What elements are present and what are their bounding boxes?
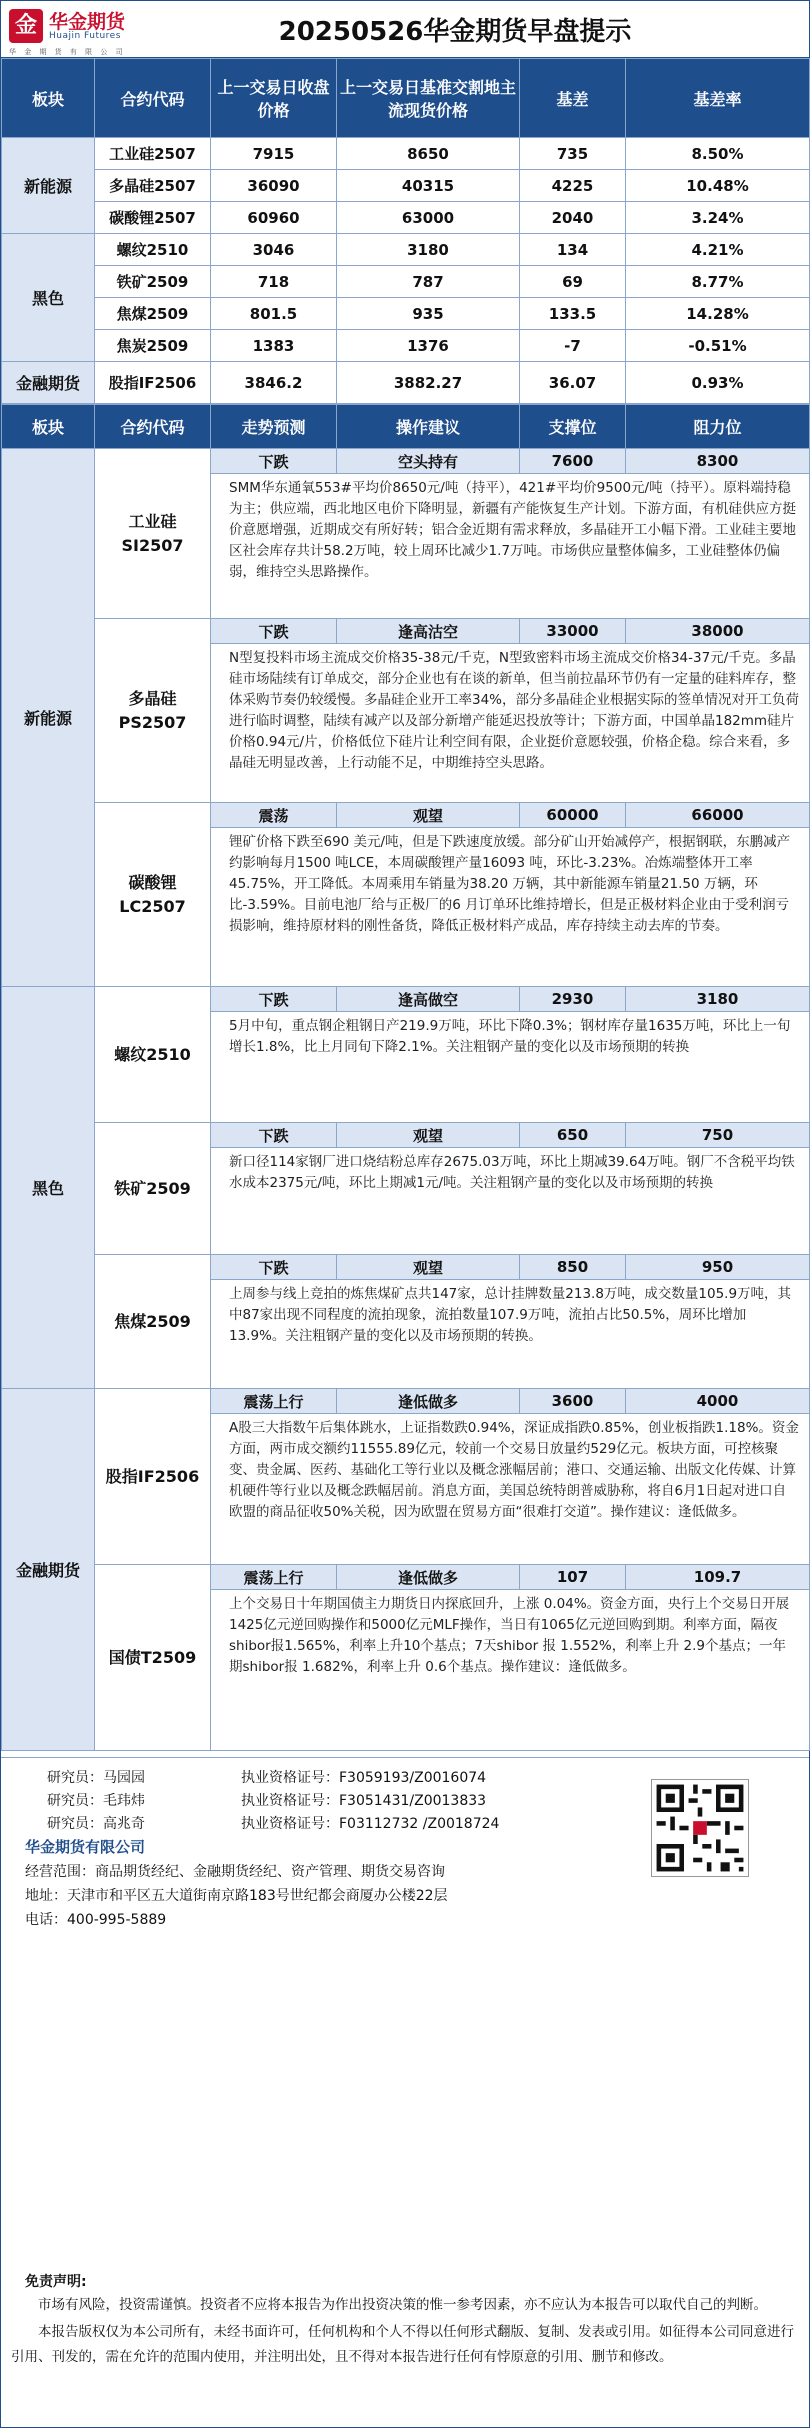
value-cell: 1383 bbox=[211, 330, 337, 362]
table-row bbox=[2, 202, 810, 234]
trend-cell: 下跌 bbox=[211, 1255, 337, 1280]
value-cell: 0.93% bbox=[626, 362, 810, 404]
support-cell: 850 bbox=[520, 1255, 626, 1280]
value-cell: 718 bbox=[211, 266, 337, 298]
trend-cell: 下跌 bbox=[211, 619, 337, 644]
analyst-cert: 执业资格证号：F03112732 /Z0018724 bbox=[241, 1816, 500, 1832]
disclaimer-title: 免责声明: bbox=[25, 2274, 87, 2290]
trend-cell: 下跌 bbox=[211, 1123, 337, 1148]
trend-cell: 震荡 bbox=[211, 803, 337, 828]
contract-code-cell: 焦炭2509 bbox=[95, 330, 211, 362]
contract-code-cell: 螺纹2510 bbox=[95, 234, 211, 266]
advice-cell: 空头持有 bbox=[337, 449, 520, 474]
col-header-resistance: 阻力位 bbox=[626, 405, 810, 449]
report-header bbox=[1, 1, 809, 58]
advice-summary-row bbox=[2, 1123, 810, 1148]
col-header-spot-price: 上一交易日基准交割地主流现货价格 bbox=[337, 59, 520, 138]
analyst-cert: 执业资格证号：F3059193/Z0016074 bbox=[241, 1770, 487, 1786]
value-cell: 134 bbox=[520, 234, 626, 266]
contract-code-cell: 螺纹2510 bbox=[95, 987, 211, 1123]
market-commentary: 上周参与线上竞拍的炼焦煤矿点共147家，总计挂牌数量213.8万吨，成交数量105.9万吨，其中87家出现不同程度的流拍现象，流拍数量107.9万吨，流拍占比50.5%，周环比增加13.9%。关注粗钢产量的变化以及市场预期的转换。 bbox=[211, 1280, 810, 1389]
value-cell: 935 bbox=[337, 298, 520, 330]
contract-code-cell: 铁矿2509 bbox=[95, 1123, 211, 1255]
market-commentary: 5月中旬，重点钢企粗钢日产219.9万吨，环比下降0.3%；钢材库存量1635万吨，环比上一旬增长1.8%，比上月同旬下降2.1%。关注粗钢产量的变化以及市场预期的转换 bbox=[211, 1012, 810, 1123]
trend-cell: 震荡上行 bbox=[211, 1565, 337, 1590]
disclaimer-paragraph: 本报告版权仅为本公司所有，未经书面许可，任何机构和个人不得以任何形式翻版、复制、发表或引用。如征得本公司同意进行引用、刊发的，需在允许的范围内使用，并注明出处，且不得对本报告进行任何有悖原意的引用、删节和修改。 bbox=[11, 2324, 794, 2365]
support-cell: 107 bbox=[520, 1565, 626, 1590]
col-header-contract: 合约代码 bbox=[95, 59, 211, 138]
logo-subtitle: 华 金 期 货 有 限 公 司 bbox=[9, 48, 126, 56]
contract-code-cell: 股指IF2506 bbox=[95, 1389, 211, 1565]
col-header-advice: 操作建议 bbox=[337, 405, 520, 449]
col-header-trend: 走势预测 bbox=[211, 405, 337, 449]
value-cell: -0.51% bbox=[626, 330, 810, 362]
advice-summary-row bbox=[2, 987, 810, 1012]
col-header-sector-2: 板块 bbox=[2, 405, 95, 449]
contract-code-cell: 多晶硅 PS2507 bbox=[95, 619, 211, 803]
resistance-cell: 38000 bbox=[626, 619, 810, 644]
sector-cell: 黑色 bbox=[2, 987, 95, 1389]
support-cell: 7600 bbox=[520, 449, 626, 474]
sector-cell: 黑色 bbox=[2, 234, 95, 362]
advice-cell: 观望 bbox=[337, 1123, 520, 1148]
contract-code-cell: 铁矿2509 bbox=[95, 266, 211, 298]
col-header-close-price: 上一交易日收盘价格 bbox=[211, 59, 337, 138]
value-cell: 3180 bbox=[337, 234, 520, 266]
contract-code-cell: 工业硅 SI2507 bbox=[95, 449, 211, 619]
col-header-support: 支撑位 bbox=[520, 405, 626, 449]
qr-code-icon bbox=[651, 1779, 749, 1877]
value-cell: 133.5 bbox=[520, 298, 626, 330]
market-commentary: SMM华东通氧553#平均价8650元/吨（持平），421#平均价9500元/吨（持平）。原料端持稳为主；供应端，西北地区电价下降明显，新疆有产能恢复生产计划。下游方面，有机硅供应方挺价意愿增强，近期成交有所好转；铝合金近期有需求释放，多晶硅开工小幅下滑。工业硅主要地区社会库存共计58.2万吨，较上周环比减少1.7万吨。市场供应量整体偏多，工业硅整体仍偏弱，维持空头思路操作。 bbox=[211, 474, 810, 619]
value-cell: 1376 bbox=[337, 330, 520, 362]
advice-summary-row bbox=[2, 449, 810, 474]
resistance-cell: 950 bbox=[626, 1255, 810, 1280]
sector-cell: 金融期货 bbox=[2, 362, 95, 404]
col-header-sector: 板块 bbox=[2, 59, 95, 138]
sector-cell: 新能源 bbox=[2, 138, 95, 234]
value-cell: 36.07 bbox=[520, 362, 626, 404]
trend-cell: 下跌 bbox=[211, 987, 337, 1012]
company-name: 华金期货有限公司 bbox=[25, 1838, 146, 1856]
sector-cell: 金融期货 bbox=[2, 1389, 95, 1751]
contract-code-cell: 焦煤2509 bbox=[95, 1255, 211, 1389]
market-commentary: 上个交易日十年期国债主力期货日内探底回升，上涨 0.04%。资金方面，央行上个交易日开展1425亿元逆回购操作和5000亿元MLF操作，当日有1065亿元逆回购到期。利率方面，隔夜shibor报1.565%，利率上升10个基点；7天shibor 报 1.552%，利率上升 2.9个基点；一年期shibor报 1.682%，利率上升 0.6个基点。操作建议：逢低做多。 bbox=[211, 1590, 810, 1751]
resistance-cell: 3180 bbox=[626, 987, 810, 1012]
support-cell: 33000 bbox=[520, 619, 626, 644]
value-cell: 801.5 bbox=[211, 298, 337, 330]
logo-text-cn: 华金期货 bbox=[49, 11, 126, 33]
table-row bbox=[2, 234, 810, 266]
logo-text-en: Huajin Futures bbox=[49, 31, 121, 41]
value-cell: 3046 bbox=[211, 234, 337, 266]
value-cell: 735 bbox=[520, 138, 626, 170]
col-header-contract-2: 合约代码 bbox=[95, 405, 211, 449]
value-cell: 8650 bbox=[337, 138, 520, 170]
market-commentary: 锂矿价格下跌至690 美元/吨，但是下跌速度放缓。部分矿山开始减停产，根据钢联，东鹏减产约影响每月1500 吨LCE，本周碳酸锂产量16093 吨，环比-3.23%。冶炼端整体开工率45.75%，开工降低。本周乘用车销量为38.20 万辆，其中新能源车销量21.50 万辆，环比-3.59%。目前电池厂给与正极厂的6 月订单环比维持增长，但是正极材料企业由于受利润亏损影响，维持原材料的刚性备货，降低正极材料产成品，库存持续主动去库的节奏。 bbox=[211, 828, 810, 987]
support-cell: 3600 bbox=[520, 1389, 626, 1414]
value-cell: 63000 bbox=[337, 202, 520, 234]
advice-cell: 逢高做空 bbox=[337, 987, 520, 1012]
sector-cell: 新能源 bbox=[2, 449, 95, 987]
contract-code-cell: 股指IF2506 bbox=[95, 362, 211, 404]
col-header-basis: 基差 bbox=[520, 59, 626, 138]
value-cell: 2040 bbox=[520, 202, 626, 234]
advice-table bbox=[1, 404, 810, 1751]
value-cell: 3882.27 bbox=[337, 362, 520, 404]
advice-cell: 观望 bbox=[337, 1255, 520, 1280]
market-commentary: A股三大指数午后集体跳水，上证指数跌0.94%，深证成指跌0.85%，创业板指跌1.18%。资金方面，两市成交额约11555.89亿元，较前一个交易日放量约529亿元。板块方面，可控核聚变、贵金属、医药、基础化工等行业以及概念涨幅居前；港口、交通运输、出版文化传媒、计算机硬件等行业以及概念跌幅居前。消息方面，美国总统特朗普威胁称，将自6月1日起对进口自欧盟的商品征收50%关税，因为欧盟在贸易方面“很难打交道”。操作建议：逢低做多。 bbox=[211, 1414, 810, 1565]
support-cell: 60000 bbox=[520, 803, 626, 828]
analyst-name: 研究员：毛玮炜 bbox=[47, 1793, 145, 1809]
col-header-basis-rate: 基差率 bbox=[626, 59, 810, 138]
value-cell: 8.77% bbox=[626, 266, 810, 298]
resistance-cell: 109.7 bbox=[626, 1565, 810, 1590]
company-phone: 电话：400-995-5889 bbox=[25, 1912, 167, 1928]
company-address: 地址：天津市和平区五大道街南京路183号世纪都会商厦办公楼22层 bbox=[25, 1888, 448, 1904]
resistance-cell: 8300 bbox=[626, 449, 810, 474]
value-cell: 4225 bbox=[520, 170, 626, 202]
advice-summary-row bbox=[2, 803, 810, 828]
contract-code-cell: 国债T2509 bbox=[95, 1565, 211, 1751]
advice-summary-row bbox=[2, 1565, 810, 1590]
advice-summary-row bbox=[2, 1389, 810, 1414]
analyst-name: 研究员：马园园 bbox=[47, 1770, 145, 1786]
value-cell: 14.28% bbox=[626, 298, 810, 330]
table-row bbox=[2, 170, 810, 202]
value-cell: 69 bbox=[520, 266, 626, 298]
value-cell: -7 bbox=[520, 330, 626, 362]
analyst-cert: 执业资格证号：F3051431/Z0013833 bbox=[241, 1793, 487, 1809]
value-cell: 10.48% bbox=[626, 170, 810, 202]
contract-code-cell: 碳酸锂 LC2507 bbox=[95, 803, 211, 987]
value-cell: 36090 bbox=[211, 170, 337, 202]
support-cell: 2930 bbox=[520, 987, 626, 1012]
advice-summary-row bbox=[2, 1255, 810, 1280]
value-cell: 3846.2 bbox=[211, 362, 337, 404]
value-cell: 60960 bbox=[211, 202, 337, 234]
advice-summary-row bbox=[2, 619, 810, 644]
advice-cell: 逢高沽空 bbox=[337, 619, 520, 644]
value-cell: 7915 bbox=[211, 138, 337, 170]
value-cell: 40315 bbox=[337, 170, 520, 202]
advice-cell: 逢低做多 bbox=[337, 1389, 520, 1414]
basis-table bbox=[1, 58, 810, 404]
resistance-cell: 66000 bbox=[626, 803, 810, 828]
advice-cell: 逢低做多 bbox=[337, 1565, 520, 1590]
table-row bbox=[2, 330, 810, 362]
contract-code-cell: 碳酸锂2507 bbox=[95, 202, 211, 234]
resistance-cell: 750 bbox=[626, 1123, 810, 1148]
market-commentary: N型复投料市场主流成交价格35-38元/千克，N型致密料市场主流成交价格34-37元/千克。多晶硅市场陆续有订单成交，部分企业也有在谈的新单，但当前拉晶环节仍有一定量的硅料库存，整体采购节奏仍较缓慢。多晶硅企业开工率34%，部分多晶硅企业根据实际的签单情况对开工负荷进行临时调整，陆续有减产以及部分新增产能延迟投放等计；下游方面，中国单晶182mm硅片价格0.94元/片，价格低位下硅片让利空间有限，企业挺价意愿较强，价格企稳。综合来看，多晶硅无明显改善，上行动能不足，中期维持空头思路。 bbox=[211, 644, 810, 803]
value-cell: 4.21% bbox=[626, 234, 810, 266]
value-cell: 8.50% bbox=[626, 138, 810, 170]
value-cell: 787 bbox=[337, 266, 520, 298]
trend-cell: 下跌 bbox=[211, 449, 337, 474]
table-row bbox=[2, 362, 810, 404]
support-cell: 650 bbox=[520, 1123, 626, 1148]
report-title: 20250526华金期货早盘提示 bbox=[278, 16, 632, 47]
market-commentary: 新口径114家钢厂进口烧结粉总库存2675.03万吨，环比上期减39.64万吨。钢厂不含税平均铁水成本2375元/吨，环比上期减1元/吨。关注粗钢产量的变化以及市场预期的转换 bbox=[211, 1148, 810, 1255]
contract-code-cell: 工业硅2507 bbox=[95, 138, 211, 170]
contract-code-cell: 多晶硅2507 bbox=[95, 170, 211, 202]
disclaimer-paragraph: 市场有风险，投资需谨慎。投资者不应将本报告为作出投资决策的惟一参考因素，亦不应认为本报告可以取代自己的判断。 bbox=[38, 2297, 767, 2313]
analyst-name: 研究员：高兆奇 bbox=[47, 1816, 145, 1832]
trend-cell: 震荡上行 bbox=[211, 1389, 337, 1414]
advice-cell: 观望 bbox=[337, 803, 520, 828]
business-scope: 经营范围：商品期货经纪、金融期货经纪、资产管理、期货交易咨询 bbox=[25, 1864, 445, 1880]
value-cell: 3.24% bbox=[626, 202, 810, 234]
table-row bbox=[2, 298, 810, 330]
resistance-cell: 4000 bbox=[626, 1389, 810, 1414]
logo-mark-icon: 金 bbox=[9, 9, 43, 43]
table-row bbox=[2, 266, 810, 298]
contract-code-cell: 焦煤2509 bbox=[95, 298, 211, 330]
company-logo bbox=[9, 7, 167, 56]
table-row bbox=[2, 138, 810, 170]
